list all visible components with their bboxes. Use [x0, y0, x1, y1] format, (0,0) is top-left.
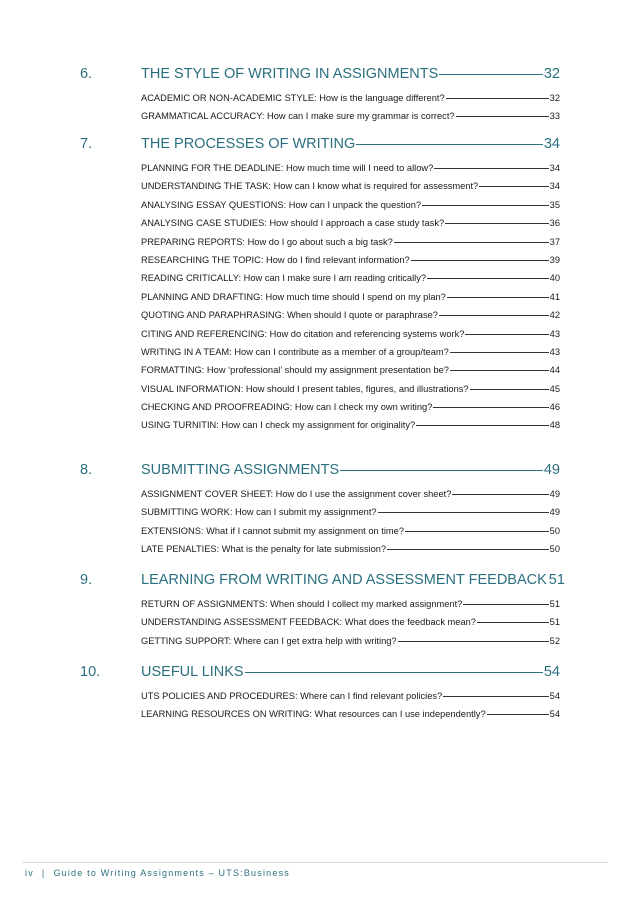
page-footer: [25, 866, 290, 880]
toc-entry[interactable]: [0, 214, 638, 232]
toc-entry-leader-line: [465, 334, 548, 335]
section-entry-list: [0, 595, 638, 650]
toc-entry-text: PLANNING AND DRAFTING: How much time should I spend on my plan?: [141, 291, 446, 302]
footer-page-number: iv: [25, 868, 34, 878]
toc-entry-text: PLANNING FOR THE DEADLINE: How much time will I need to allow?: [141, 163, 434, 173]
toc-entry-text: RESEARCHING THE TOPIC: How do I find relevant information?: [141, 254, 410, 265]
section-heading[interactable]: [0, 569, 638, 591]
toc-entry-line: [141, 503, 560, 521]
toc-entry[interactable]: [0, 233, 638, 251]
footer-document-title: Guide to Writing Assignments – UTS:Business: [53, 868, 290, 878]
section-leader-line: [340, 470, 543, 471]
section-title: USEFUL LINKS: [141, 664, 244, 680]
toc-entry-page-number: 44: [549, 365, 560, 376]
toc-entry-page-number: 34: [549, 163, 560, 173]
toc-entry-leader-line: [427, 278, 549, 279]
section-leader-line: [439, 74, 543, 75]
toc-entry-leader-line: [450, 370, 549, 371]
toc-entry-line: [141, 485, 560, 503]
toc-entry[interactable]: [0, 251, 638, 269]
toc-section: [0, 133, 638, 435]
toc-entry-page-number: 51: [549, 617, 560, 628]
toc-entry-leader-line: [398, 641, 549, 642]
toc-entry-text: VISUAL INFORMATION: How should I present tables, figures, and illustrations?: [141, 383, 469, 394]
toc-entry-page-number: 54: [549, 691, 560, 701]
section-number: 9.: [80, 572, 93, 588]
toc-entry[interactable]: [0, 522, 638, 540]
toc-entry-page-number: 43: [549, 328, 560, 339]
section-number: 6.: [80, 66, 93, 82]
toc-entry-leader-line: [452, 494, 548, 495]
section-page-number: 34: [543, 136, 560, 152]
toc-entry-leader-line: [445, 223, 549, 224]
toc-entry-leader-line: [416, 425, 548, 426]
footer-separator: |: [41, 868, 46, 878]
toc-entry-leader-line: [433, 407, 548, 408]
toc-entry[interactable]: [0, 107, 638, 125]
toc-entry[interactable]: [0, 269, 638, 287]
section-number: 8.: [80, 462, 93, 478]
section-heading-line: [141, 63, 560, 85]
toc-entry-page-number: 52: [549, 635, 560, 646]
toc-entry-text: LEARNING RESOURCES ON WRITING: What resources can I use independently?: [141, 709, 486, 720]
toc-entry-text: ASSIGNMENT COVER SHEET: How do I use the assignment cover sheet?: [141, 489, 452, 499]
toc-entry-line: [141, 540, 560, 558]
toc-entry[interactable]: [0, 288, 638, 306]
toc-entry-leader-line: [450, 352, 549, 353]
toc-entry-text: CHECKING AND PROOFREADING: How can I check my own writing?: [141, 402, 433, 413]
toc-entry-line: [141, 343, 560, 361]
section-title: LEARNING FROM WRITING AND ASSESSMENT FEEDBACK: [141, 572, 547, 588]
toc-entry[interactable]: [0, 196, 638, 214]
toc-entry[interactable]: [0, 416, 638, 434]
toc-entry[interactable]: [0, 485, 638, 503]
toc-entry-text: USING TURNITIN: How can I check my assignment for originality?: [141, 420, 416, 431]
toc-entry-line: [141, 687, 560, 705]
toc-entry[interactable]: [0, 540, 638, 558]
toc-entry-leader-line: [422, 205, 549, 206]
toc-entry-leader-line: [405, 531, 549, 532]
section-heading-line: [141, 661, 560, 683]
section-entry-list: [0, 89, 638, 126]
toc-entry-line: [141, 306, 560, 324]
toc-entry-leader-line: [447, 297, 549, 298]
section-heading[interactable]: [0, 459, 638, 481]
toc-entry-line: [141, 214, 560, 232]
toc-entry-line: [141, 288, 560, 306]
toc-entry-page-number: 39: [549, 254, 560, 265]
section-heading[interactable]: [0, 661, 638, 683]
toc-entry-line: [141, 107, 560, 125]
toc-entry-text: PREPARING REPORTS: How do I go about such a big task?: [141, 236, 393, 247]
toc-entry[interactable]: [0, 705, 638, 723]
toc-entry-line: [141, 89, 560, 107]
toc-entry-leader-line: [456, 116, 549, 117]
toc-entry-line: [141, 705, 560, 723]
toc-entry-text: WRITING IN A TEAM: How can I contribute as a member of a group/team?: [141, 346, 449, 357]
toc-entry-page-number: 34: [549, 181, 560, 192]
section-page-number: 32: [543, 66, 560, 82]
toc-entry[interactable]: [0, 503, 638, 521]
section-heading-line: [141, 459, 560, 481]
toc-entry[interactable]: [0, 595, 638, 613]
toc-entry-text: CITING AND REFERENCING: How do citation and referencing systems work?: [141, 328, 465, 339]
section-entry-list: [0, 485, 638, 559]
toc-entry-line: [141, 196, 560, 214]
toc-entry-text: LATE PENALTIES: What is the penalty for late submission?: [141, 544, 387, 555]
section-title: THE STYLE OF WRITING IN ASSIGNMENTS: [141, 66, 439, 82]
toc-entry-text: READING CRITICALLY: How can I make sure I am reading critically?: [141, 273, 427, 284]
toc-entry-leader-line: [487, 714, 549, 715]
toc-entry-page-number: 32: [549, 93, 560, 103]
toc-entry-text: ANALYSING ESSAY QUESTIONS: How can I unpack the question?: [141, 199, 422, 210]
section-number: 7.: [80, 136, 93, 152]
toc-entry-line: [141, 595, 560, 613]
toc-entry-leader-line: [479, 186, 548, 187]
footer-divider: [22, 862, 608, 863]
toc-entry-page-number: 49: [549, 507, 560, 518]
toc-entry-text: ACADEMIC OR NON-ACADEMIC STYLE: How is the language different?: [141, 93, 445, 103]
toc-entry-page-number: 33: [549, 111, 560, 122]
toc-entry[interactable]: [0, 159, 638, 177]
section-leader-line: [245, 672, 543, 673]
toc-entry-line: [141, 522, 560, 540]
toc-entry-text: UTS POLICIES AND PROCEDURES: Where can I find relevant policies?: [141, 691, 443, 701]
toc-entry-text: SUBMITTING WORK: How can I submit my assignment?: [141, 507, 377, 518]
section-heading[interactable]: [0, 63, 638, 85]
section-entry-list: [0, 687, 638, 724]
toc-entry[interactable]: [0, 306, 638, 324]
toc-entry-leader-line: [434, 168, 548, 169]
toc-entry-line: [141, 632, 560, 650]
toc-entry-line: [141, 416, 560, 434]
section-heading-line: [141, 133, 560, 155]
toc-entry-page-number: 49: [549, 489, 560, 499]
toc-entry-leader-line: [387, 549, 549, 550]
toc-entry-line: [141, 613, 560, 631]
toc-entry-leader-line: [463, 604, 548, 605]
toc-entry-leader-line: [443, 696, 548, 697]
toc-entry-text: EXTENSIONS: What if I cannot submit my assignment on time?: [141, 525, 404, 536]
toc-entry[interactable]: [0, 343, 638, 361]
toc-entry-leader-line: [378, 512, 549, 513]
toc-entry-leader-line: [470, 389, 549, 390]
toc-entry-page-number: 50: [549, 544, 560, 555]
toc-entry-page-number: 35: [549, 199, 560, 210]
section-page-number: 54: [543, 664, 560, 680]
toc-entry-page-number: 50: [549, 525, 560, 536]
toc-entry[interactable]: [0, 361, 638, 379]
toc-entry-text: UNDERSTANDING ASSESSMENT FEEDBACK: What does the feedback mean?: [141, 617, 476, 628]
toc-entry-leader-line: [439, 315, 549, 316]
toc-entry-text: GETTING SUPPORT: Where can I get extra help with writing?: [141, 635, 397, 646]
toc-entry-text: FORMATTING: How ‘professional’ should my assignment presentation be?: [141, 365, 449, 376]
toc-entry-text: QUOTING AND PARAPHRASING: When should I quote or paraphrase?: [141, 310, 438, 321]
toc-entry[interactable]: [0, 380, 638, 398]
toc-entry[interactable]: [0, 89, 638, 107]
toc-entry-text: ANALYSING CASE STUDIES: How should I approach a case study task?: [141, 218, 445, 229]
section-heading-line: [141, 569, 565, 591]
section-leader-line: [356, 144, 543, 145]
toc-entry-line: [141, 233, 560, 251]
toc-entry-line: [141, 251, 560, 269]
toc-section: [0, 569, 638, 650]
toc-entry-page-number: 40: [549, 273, 560, 284]
toc-entry[interactable]: [0, 398, 638, 416]
toc-entry-line: [141, 380, 560, 398]
toc-entry-page-number: 48: [549, 420, 560, 431]
section-title: SUBMITTING ASSIGNMENTS: [141, 462, 340, 478]
toc-entry-leader-line: [477, 622, 549, 623]
toc-entry-text: RETURN OF ASSIGNMENTS: When should I collect my marked assignment?: [141, 599, 463, 609]
toc-section: [0, 459, 638, 559]
toc-section: [0, 63, 638, 126]
toc-entry-text: UNDERSTANDING THE TASK: How can I know what is required for assessment?: [141, 181, 479, 192]
section-page-number: 51: [548, 572, 565, 588]
toc-entry-line: [141, 177, 560, 195]
toc-entry[interactable]: [0, 177, 638, 195]
toc-entry-page-number: 43: [549, 346, 560, 357]
toc-section: [0, 661, 638, 724]
toc-entry-leader-line: [394, 242, 549, 243]
toc-entry[interactable]: [0, 325, 638, 343]
section-entry-list: [0, 159, 638, 435]
section-number: 10.: [80, 664, 101, 680]
toc-entry-page-number: 46: [549, 402, 560, 413]
toc-entry[interactable]: [0, 632, 638, 650]
toc-entry-page-number: 45: [549, 383, 560, 394]
toc-entry[interactable]: [0, 613, 638, 631]
toc-entry-page-number: 37: [549, 236, 560, 247]
section-page-number: 49: [543, 462, 560, 478]
section-heading[interactable]: [0, 133, 638, 155]
toc-entry-page-number: 36: [549, 218, 560, 229]
toc-entry-page-number: 54: [549, 709, 560, 720]
section-title: THE PROCESSES OF WRITING: [141, 136, 356, 152]
toc-entry-line: [141, 398, 560, 416]
toc-entry[interactable]: [0, 687, 638, 705]
toc-entry-line: [141, 159, 560, 177]
toc-entry-page-number: 41: [549, 291, 560, 302]
toc-entry-text: GRAMMATICAL ACCURACY: How can I make sure my grammar is correct?: [141, 111, 455, 122]
toc-entry-line: [141, 269, 560, 287]
toc-entry-line: [141, 361, 560, 379]
toc-entry-page-number: 51: [549, 599, 560, 609]
toc-entry-page-number: 42: [549, 310, 560, 321]
toc-entry-line: [141, 325, 560, 343]
toc-entry-leader-line: [446, 98, 549, 99]
toc-entry-leader-line: [411, 260, 549, 261]
